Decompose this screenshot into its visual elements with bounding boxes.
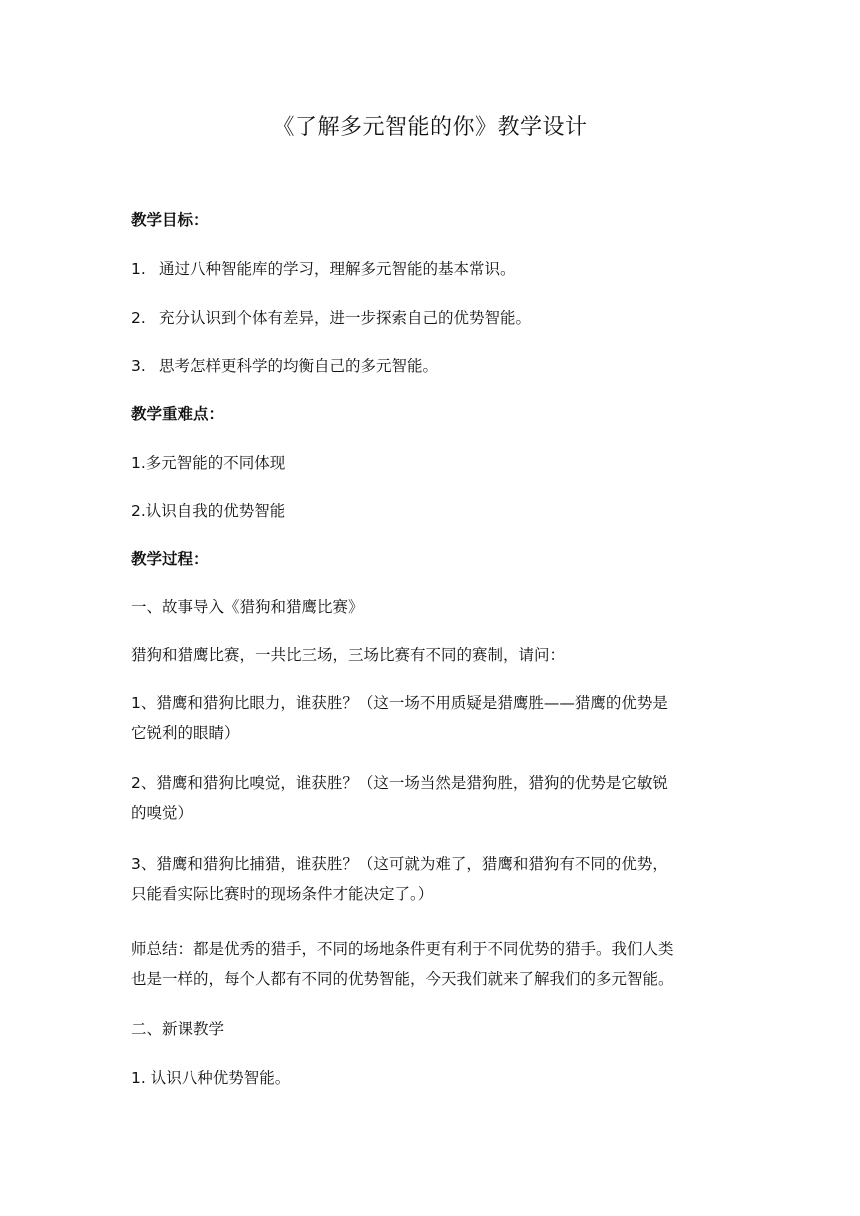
key-point-2: 2.认识自我的优势智能	[131, 502, 286, 520]
question-1-line-1: 1、猎鹰和猎狗比眼力，谁获胜？（这一场不用质疑是猎鹰胜——猎鹰的优势是	[131, 694, 668, 712]
key-point-1: 1.多元智能的不同体现	[131, 454, 286, 472]
question-2-line-1: 2、猎鹰和猎狗比嗅觉，谁获胜？（这一场当然是猎狗胜，猎狗的优势是它敏锐	[131, 774, 668, 792]
section-1-heading: 一、故事导入《猎狗和猎鹰比赛》	[131, 598, 364, 616]
objective-number: 1.	[131, 260, 146, 278]
objectives-heading: 教学目标：	[131, 211, 209, 229]
objective-number: 3.	[131, 357, 146, 375]
story-intro: 猎狗和猎鹰比赛，一共比三场，三场比赛有不同的赛制，请问：	[131, 646, 566, 664]
question-3-line-2: 只能看实际比赛时的现场条件才能决定了。）	[131, 885, 434, 903]
summary-line-1: 师总结：都是优秀的猎手，不同的场地条件更有利于不同优势的猎手。我们人类	[131, 940, 674, 958]
question-3-line-1: 3、猎鹰和猎狗比捕猎，谁获胜？（这可就为难了，猎鹰和猎狗有不同的优势，	[131, 855, 668, 873]
objective-item-1	[131, 258, 733, 280]
process-heading: 教学过程：	[131, 550, 209, 568]
objective-text: 通过八种智能库的学习，理解多元智能的基本常识。	[159, 260, 516, 278]
objective-number: 2.	[131, 309, 146, 327]
document-title: 《了解多元智能的你》教学设计	[272, 115, 588, 140]
question-2	[131, 772, 733, 824]
objective-text: 充分认识到个体有差异，进一步探索自己的优势智能。	[159, 309, 532, 327]
teacher-summary	[131, 938, 733, 990]
objective-text: 思考怎样更科学的均衡自己的多元智能。	[159, 357, 439, 375]
summary-line-2: 也是一样的，每个人都有不同的优势智能，今天我们就来了解我们的多元智能。	[131, 970, 674, 988]
objective-item-2	[131, 307, 733, 329]
question-1	[131, 692, 733, 744]
section-2-heading: 二、新课教学	[131, 1020, 225, 1038]
question-2-line-2: 的嗅觉）	[131, 804, 194, 822]
question-3	[131, 853, 733, 905]
objective-item-3	[131, 355, 733, 377]
question-1-line-2: 它锐利的眼睛）	[131, 724, 240, 742]
subsection-1: 1. 认识八种优势智能。	[131, 1069, 291, 1087]
key-points-heading: 教学重难点：	[131, 405, 225, 423]
